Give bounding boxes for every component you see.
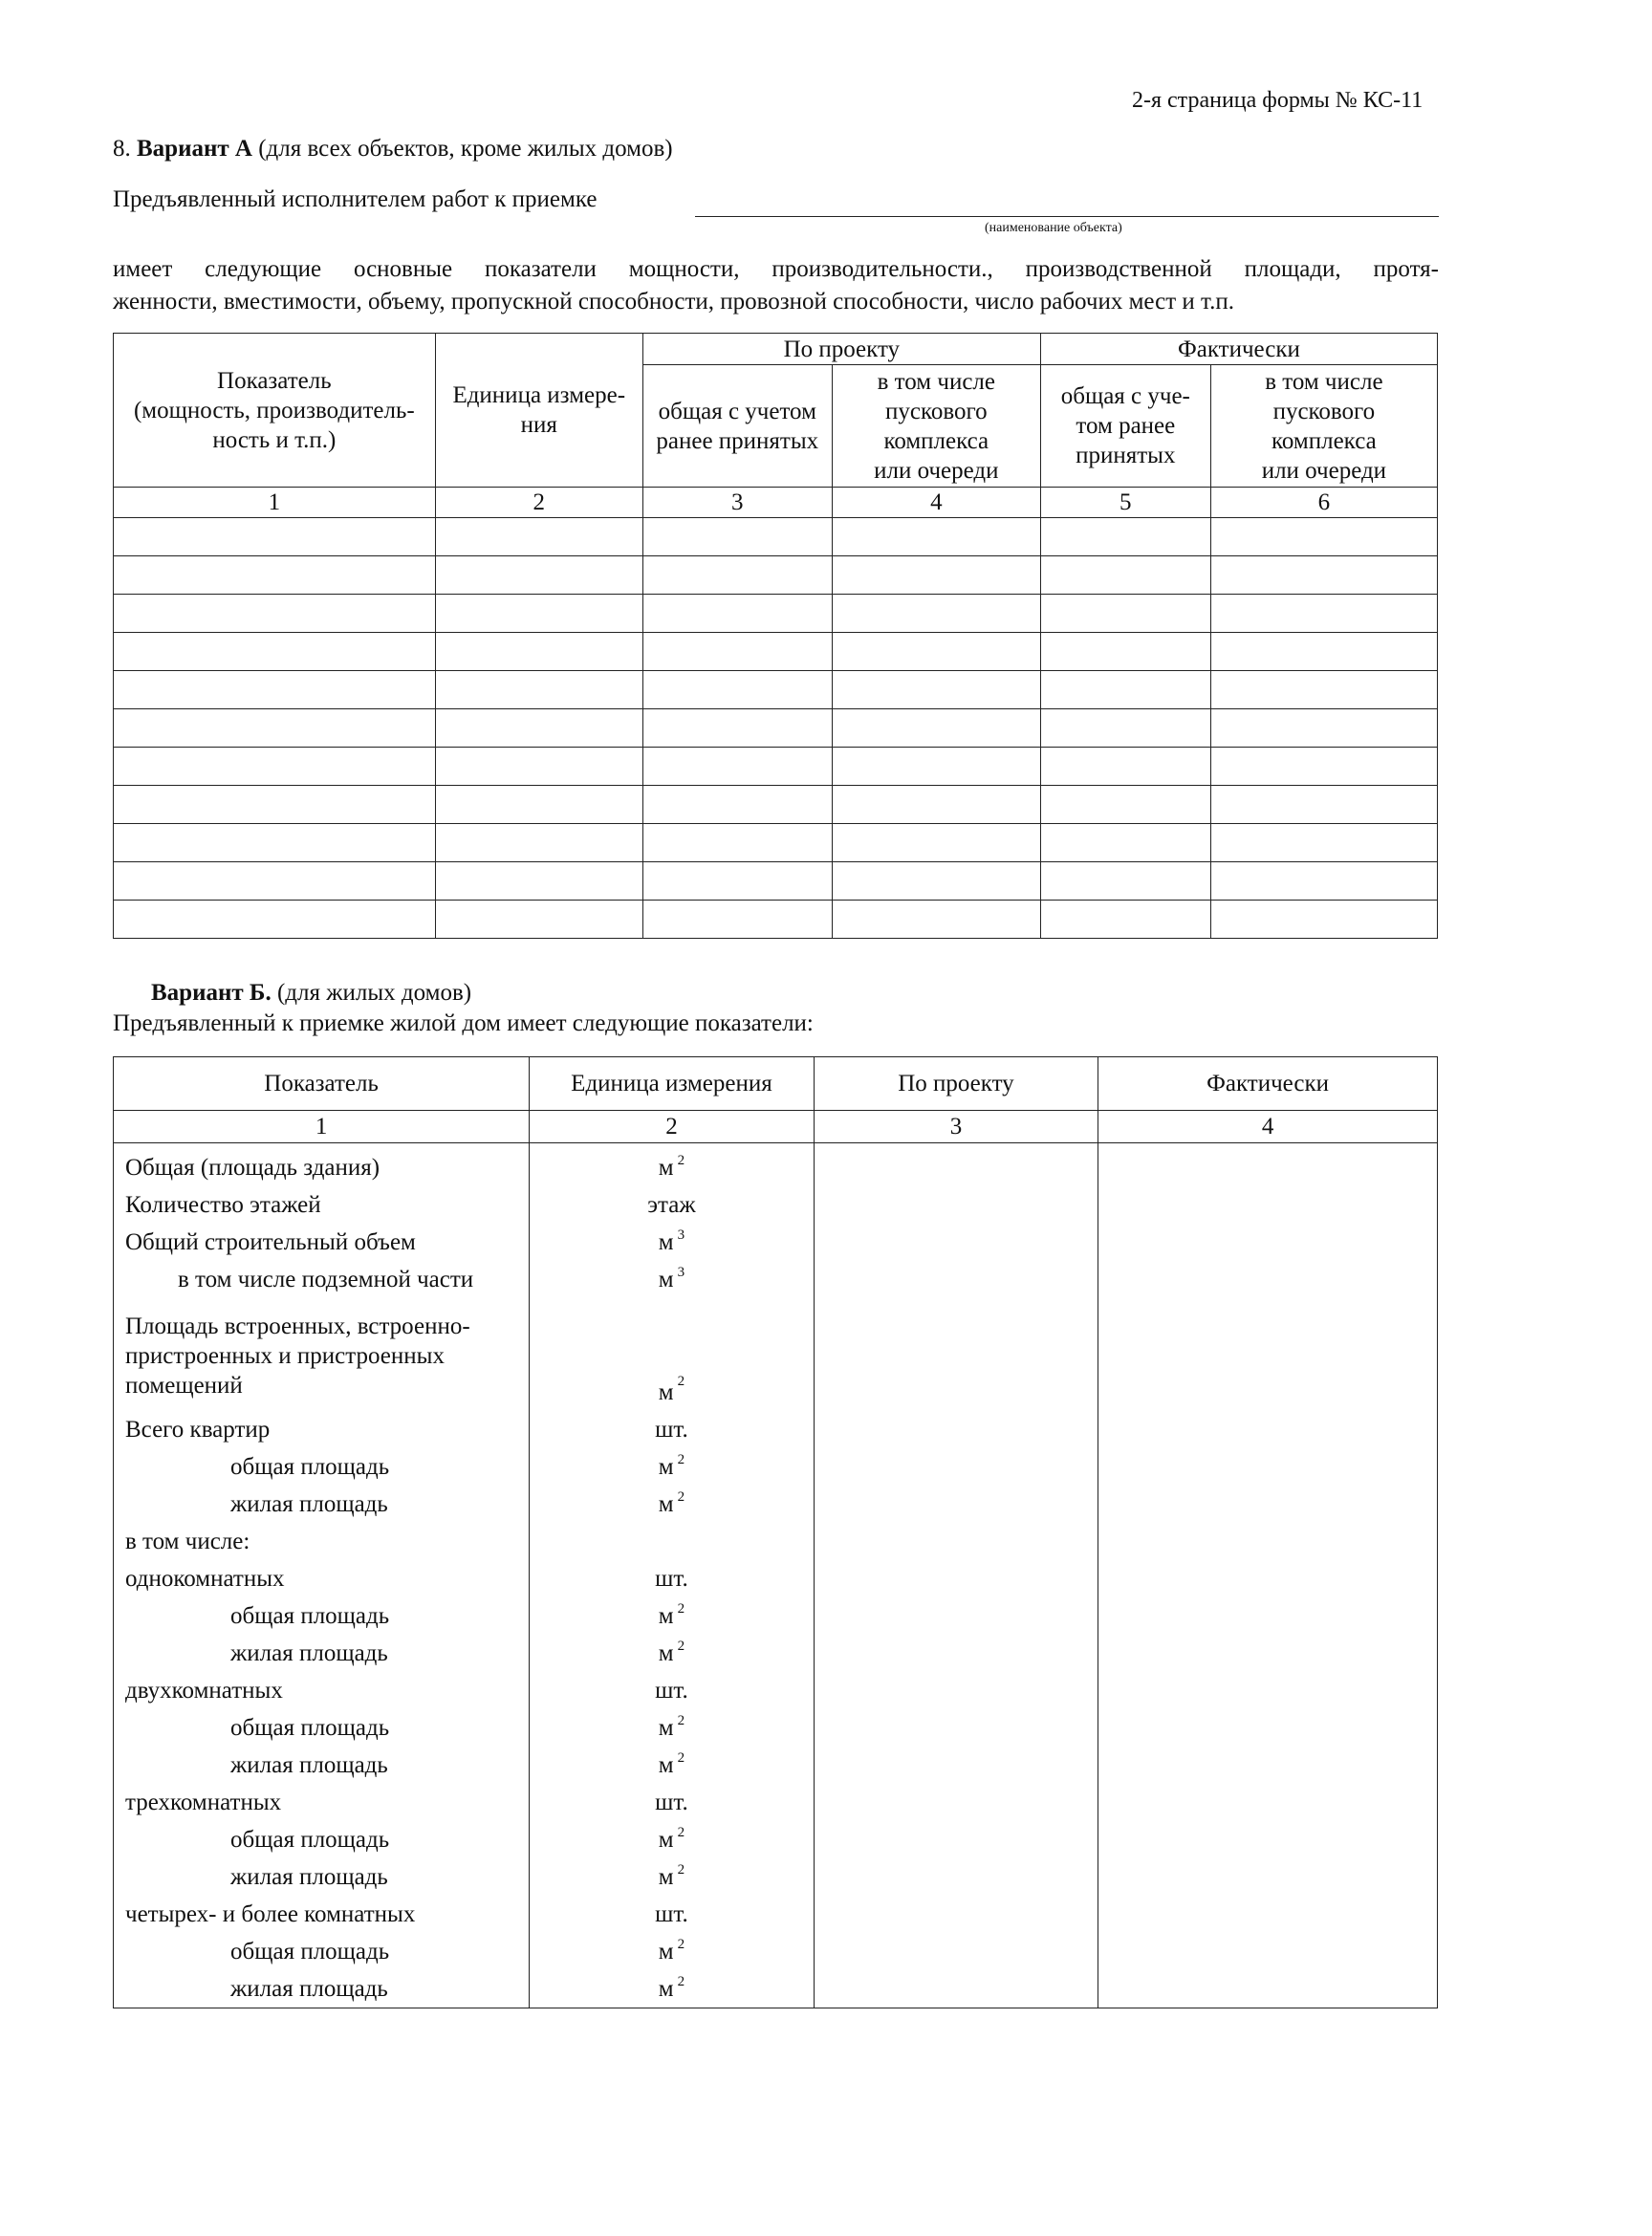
unit-label: [530, 1149, 814, 1186]
table-a-row: [114, 824, 1438, 862]
indicator-label: жилая площадь: [230, 1864, 388, 1890]
unit-exponent: 2: [677, 1452, 685, 1467]
table-a-cell[interactable]: [642, 709, 832, 748]
table-a-cell[interactable]: [1040, 862, 1210, 901]
unit-label: [530, 1486, 814, 1523]
table-a-cell[interactable]: [832, 901, 1040, 939]
unit-text: этаж: [647, 1192, 696, 1218]
header-line: ность и т.п.): [212, 426, 337, 453]
indicator-label: жилая площадь: [230, 1640, 388, 1666]
unit-text: м: [658, 1752, 674, 1778]
unit-label: [530, 1784, 814, 1821]
table-a-cell[interactable]: [1210, 518, 1437, 556]
unit-text: шт.: [655, 1566, 688, 1592]
header-line: Показатель: [217, 367, 332, 394]
table-a-cell[interactable]: [832, 633, 1040, 671]
unit-label: [530, 1261, 814, 1298]
table-a-cell[interactable]: [832, 556, 1040, 595]
table-a-cell[interactable]: [114, 671, 436, 709]
table-a-cell[interactable]: [642, 595, 832, 633]
table-a-cell[interactable]: [114, 862, 436, 901]
table-a-header-actual-startup: [1210, 365, 1437, 488]
header-line: комплекса: [1272, 427, 1377, 454]
table-a-cell[interactable]: [1040, 786, 1210, 824]
unit-text: м: [658, 1715, 674, 1741]
unit-exponent: 2: [677, 1639, 685, 1654]
unit-label: [530, 1747, 814, 1784]
table-a-cell[interactable]: [435, 671, 642, 709]
indicator-label: жилая площадь: [230, 1491, 388, 1517]
column-number: 5: [1040, 488, 1210, 518]
section-number: 8.: [113, 136, 137, 162]
table-a-row: [114, 671, 1438, 709]
unit-label: [530, 1821, 814, 1858]
unit-label: [530, 1298, 814, 1411]
table-a-header-actual: Фактически: [1040, 334, 1437, 365]
header-line: или очереди: [1261, 457, 1387, 484]
unit-exponent: 2: [677, 1713, 685, 1728]
table-b-header-unit: Единица измерения: [530, 1057, 815, 1111]
object-name-field[interactable]: [695, 187, 1439, 217]
table-a-cell[interactable]: [642, 556, 832, 595]
table-a-cell[interactable]: [435, 824, 642, 862]
table-a-cell[interactable]: [435, 786, 642, 824]
indicator-label: общая площадь: [230, 1827, 390, 1853]
unit-text: м: [658, 1379, 674, 1405]
table-a-cell[interactable]: [114, 633, 436, 671]
indicator-label: жилая площадь: [230, 1752, 388, 1778]
table-a-cell[interactable]: [1040, 748, 1210, 786]
table-a-cell[interactable]: [114, 901, 436, 939]
unit-text: м: [658, 1640, 674, 1666]
header-line: общая с уче-: [1060, 383, 1190, 409]
indicator-label: однокомнатных: [125, 1566, 285, 1592]
table-a-row: [114, 709, 1438, 748]
section-b-intro: Предъявленный к приемке жилой дом имеет следующие показатели:: [113, 1010, 814, 1036]
unit-label: [530, 1224, 814, 1261]
table-b: [113, 1056, 1438, 2008]
table-b-column-numbers: [114, 1111, 1438, 1143]
object-name-caption: (наименование объекта): [985, 221, 1122, 235]
section-b-title: [151, 980, 471, 1007]
indicator-label: двухкомнатных: [125, 1678, 283, 1704]
unit-text: м: [658, 1827, 674, 1853]
table-a-cell[interactable]: [1040, 556, 1210, 595]
indicator-label: Общая (площадь здания): [125, 1155, 380, 1181]
indicator-label: общая площадь: [230, 1454, 390, 1480]
unit-text: м: [658, 1454, 674, 1480]
table-a-cell[interactable]: [832, 748, 1040, 786]
unit-label: [530, 1635, 814, 1672]
header-line: Единица измере-: [452, 382, 626, 408]
table-a-cell[interactable]: [642, 518, 832, 556]
unit-text: шт.: [655, 1901, 688, 1927]
unit-label: [530, 1933, 814, 1970]
table-a-cell[interactable]: [642, 748, 832, 786]
header-line: в том числе: [1265, 368, 1383, 395]
header-line: (мощность, производитель-: [133, 397, 415, 423]
unit-label: [530, 1896, 814, 1933]
description-line-2: женности, вместимости, объему, пропускной способности, провозной способности, число рабочих мест и т.п.: [113, 289, 1234, 315]
unit-label: [530, 1411, 814, 1448]
table-a-header-project: По проекту: [642, 334, 1040, 365]
table-a-row: [114, 748, 1438, 786]
header-line: общая с учетом: [658, 398, 816, 424]
table-a-cell[interactable]: [642, 633, 832, 671]
table-a-body: [114, 518, 1438, 939]
table-a-cell[interactable]: [642, 786, 832, 824]
header-line: ния: [520, 412, 557, 438]
unit-label: [530, 1560, 814, 1597]
indicator-label: четырех- и более комнатных: [125, 1901, 416, 1927]
header-line: пускового: [1272, 398, 1376, 424]
section-a-title-rest: (для всех объектов, кроме жилых домов): [251, 136, 673, 162]
table-a-cell[interactable]: [832, 862, 1040, 901]
header-line: принятых: [1076, 443, 1176, 468]
table-a-cell[interactable]: [1210, 671, 1437, 709]
table-a-cell[interactable]: [114, 824, 436, 862]
unit-exponent: 2: [677, 1374, 685, 1389]
table-a-cell[interactable]: [1040, 901, 1210, 939]
header-line: ранее принятых: [656, 427, 819, 454]
unit-text: шт.: [655, 1790, 688, 1815]
table-b-header-project: По проекту: [814, 1057, 1098, 1111]
table-a-cell[interactable]: [1210, 901, 1437, 939]
table-a-cell[interactable]: [832, 595, 1040, 633]
description-line-1: имеет следующие основные показатели мощности, производительности., производственной площади, протя-: [113, 256, 1439, 282]
unit-exponent: 3: [677, 1227, 685, 1243]
table-a-cell[interactable]: [114, 786, 436, 824]
table-a-row: [114, 786, 1438, 824]
table-a-cell[interactable]: [1040, 518, 1210, 556]
unit-exponent: 2: [677, 1825, 685, 1840]
indicator-label: общая площадь: [230, 1939, 390, 1965]
unit-text: м: [658, 1155, 674, 1181]
column-number: 3: [642, 488, 832, 518]
unit-exponent: 2: [677, 1750, 685, 1766]
table-a-row: [114, 518, 1438, 556]
column-number: 1: [114, 488, 436, 518]
table-a-cell[interactable]: [114, 748, 436, 786]
table-a-cell[interactable]: [1210, 556, 1437, 595]
table-b-actual-column[interactable]: [1098, 1143, 1438, 2008]
unit-exponent: 2: [677, 1937, 685, 1952]
indicator-label: общая площадь: [230, 1715, 390, 1741]
table-a-cell[interactable]: [832, 709, 1040, 748]
header-line: или очереди: [874, 457, 999, 484]
table-a-cell[interactable]: [832, 518, 1040, 556]
indicator-label: трехкомнатных: [125, 1790, 282, 1815]
unit-label: [530, 1186, 814, 1224]
unit-text: м: [658, 1864, 674, 1890]
table-a-cell[interactable]: [1040, 633, 1210, 671]
table-a-row: [114, 595, 1438, 633]
unit-text: м: [658, 1603, 674, 1629]
table-a-cell[interactable]: [832, 824, 1040, 862]
table-a-cell[interactable]: [642, 862, 832, 901]
unit-exponent: 3: [677, 1265, 685, 1280]
table-a-header-actual-total: [1040, 365, 1210, 488]
table-a-cell[interactable]: [1210, 595, 1437, 633]
unit-exponent: 2: [677, 1862, 685, 1878]
table-a-cell[interactable]: [435, 595, 642, 633]
table-a-row: [114, 556, 1438, 595]
table-a-cell[interactable]: [1040, 671, 1210, 709]
form-page-header: 2-я страница формы № КС-11: [1132, 88, 1424, 113]
unit-label: [530, 1672, 814, 1709]
table-a: [113, 333, 1438, 939]
column-number: 2: [435, 488, 642, 518]
table-b-project-column[interactable]: [814, 1143, 1098, 2008]
table-a-cell[interactable]: [832, 671, 1040, 709]
indicator-label: общая площадь: [230, 1603, 390, 1629]
unit-text: м: [658, 1491, 674, 1517]
unit-exponent: 2: [677, 1601, 685, 1617]
section-a-title-bold: Вариант А: [137, 136, 252, 162]
table-a-cell[interactable]: [1210, 862, 1437, 901]
table-a-column-numbers: [114, 488, 1438, 518]
table-a-row: [114, 901, 1438, 939]
unit-text: шт.: [655, 1678, 688, 1704]
unit-label: [530, 1597, 814, 1635]
table-a-cell[interactable]: [114, 556, 436, 595]
column-number: 1: [114, 1111, 530, 1143]
indicator-label: в том числе:: [125, 1529, 250, 1554]
table-a-header-unit: [435, 334, 642, 488]
column-number: 6: [1210, 488, 1437, 518]
unit-label: [530, 1709, 814, 1747]
table-b-units-column: [530, 1143, 815, 2008]
table-a-cell[interactable]: [1040, 709, 1210, 748]
indicator-label: жилая площадь: [230, 1976, 388, 2002]
unit-text: шт.: [655, 1417, 688, 1443]
table-a-cell[interactable]: [114, 709, 436, 748]
table-a-row: [114, 862, 1438, 901]
table-a-cell[interactable]: [1210, 748, 1437, 786]
table-a-cell[interactable]: [435, 518, 642, 556]
table-a-cell[interactable]: [114, 595, 436, 633]
table-a-cell[interactable]: [642, 901, 832, 939]
table-a-cell[interactable]: [1210, 633, 1437, 671]
unit-label: [530, 1523, 814, 1560]
indicator-label: Общий строительный объем: [125, 1229, 416, 1255]
table-a-header-project-startup: [832, 365, 1040, 488]
table-a-cell[interactable]: [1040, 595, 1210, 633]
table-a-header-indicator: [114, 334, 436, 488]
presented-label: Предъявленный исполнителем работ к приемке: [113, 186, 598, 212]
section-a-title: [113, 136, 673, 163]
table-a-cell[interactable]: [435, 556, 642, 595]
unit-text: м: [658, 1976, 674, 2002]
table-a-cell[interactable]: [435, 709, 642, 748]
unit-label: [530, 1448, 814, 1486]
indicator-label: Всего квартир: [125, 1417, 271, 1443]
table-a-cell[interactable]: [642, 824, 832, 862]
header-line: в том числе: [877, 368, 995, 395]
table-a-cell[interactable]: [435, 901, 642, 939]
section-b-title-rest: (для жилых домов): [271, 980, 472, 1006]
column-number: 4: [1098, 1111, 1438, 1143]
table-a-cell[interactable]: [1210, 824, 1437, 862]
table-a-cell[interactable]: [435, 748, 642, 786]
header-line: том ранее: [1076, 413, 1176, 439]
unit-label: [530, 1970, 814, 2008]
table-b-labels-column: [114, 1143, 530, 2008]
unit-exponent: 2: [677, 1489, 685, 1505]
column-number: 2: [530, 1111, 815, 1143]
table-a-cell[interactable]: [435, 862, 642, 901]
table-a-cell[interactable]: [1040, 824, 1210, 862]
unit-text: м: [658, 1267, 674, 1292]
unit-label: [530, 1858, 814, 1896]
table-a-row: [114, 633, 1438, 671]
indicator-label: в том числе подземной части: [178, 1267, 474, 1292]
unit-exponent: 2: [677, 1974, 685, 1989]
table-b-header-actual: Фактически: [1098, 1057, 1438, 1111]
indicator-label: Количество этажей: [125, 1192, 321, 1218]
indicator-label: Площадь встроенных, встроенно- пристроенных и пристроенных помещений: [125, 1313, 470, 1399]
header-line: комплекса: [883, 427, 989, 454]
unit-exponent: 2: [677, 1153, 685, 1168]
table-a-cell[interactable]: [832, 786, 1040, 824]
unit-text: м: [658, 1939, 674, 1965]
table-a-cell[interactable]: [1210, 786, 1437, 824]
column-number: 4: [832, 488, 1040, 518]
table-b-header-indicator: Показатель: [114, 1057, 530, 1111]
table-a-cell[interactable]: [1210, 709, 1437, 748]
table-a-header-project-total: [642, 365, 832, 488]
section-b-title-bold: Вариант Б.: [151, 980, 272, 1006]
column-number: 3: [814, 1111, 1098, 1143]
table-a-cell[interactable]: [642, 671, 832, 709]
header-line: пускового: [885, 398, 988, 424]
unit-text: м: [658, 1229, 674, 1255]
table-a-cell[interactable]: [435, 633, 642, 671]
table-a-cell[interactable]: [114, 518, 436, 556]
